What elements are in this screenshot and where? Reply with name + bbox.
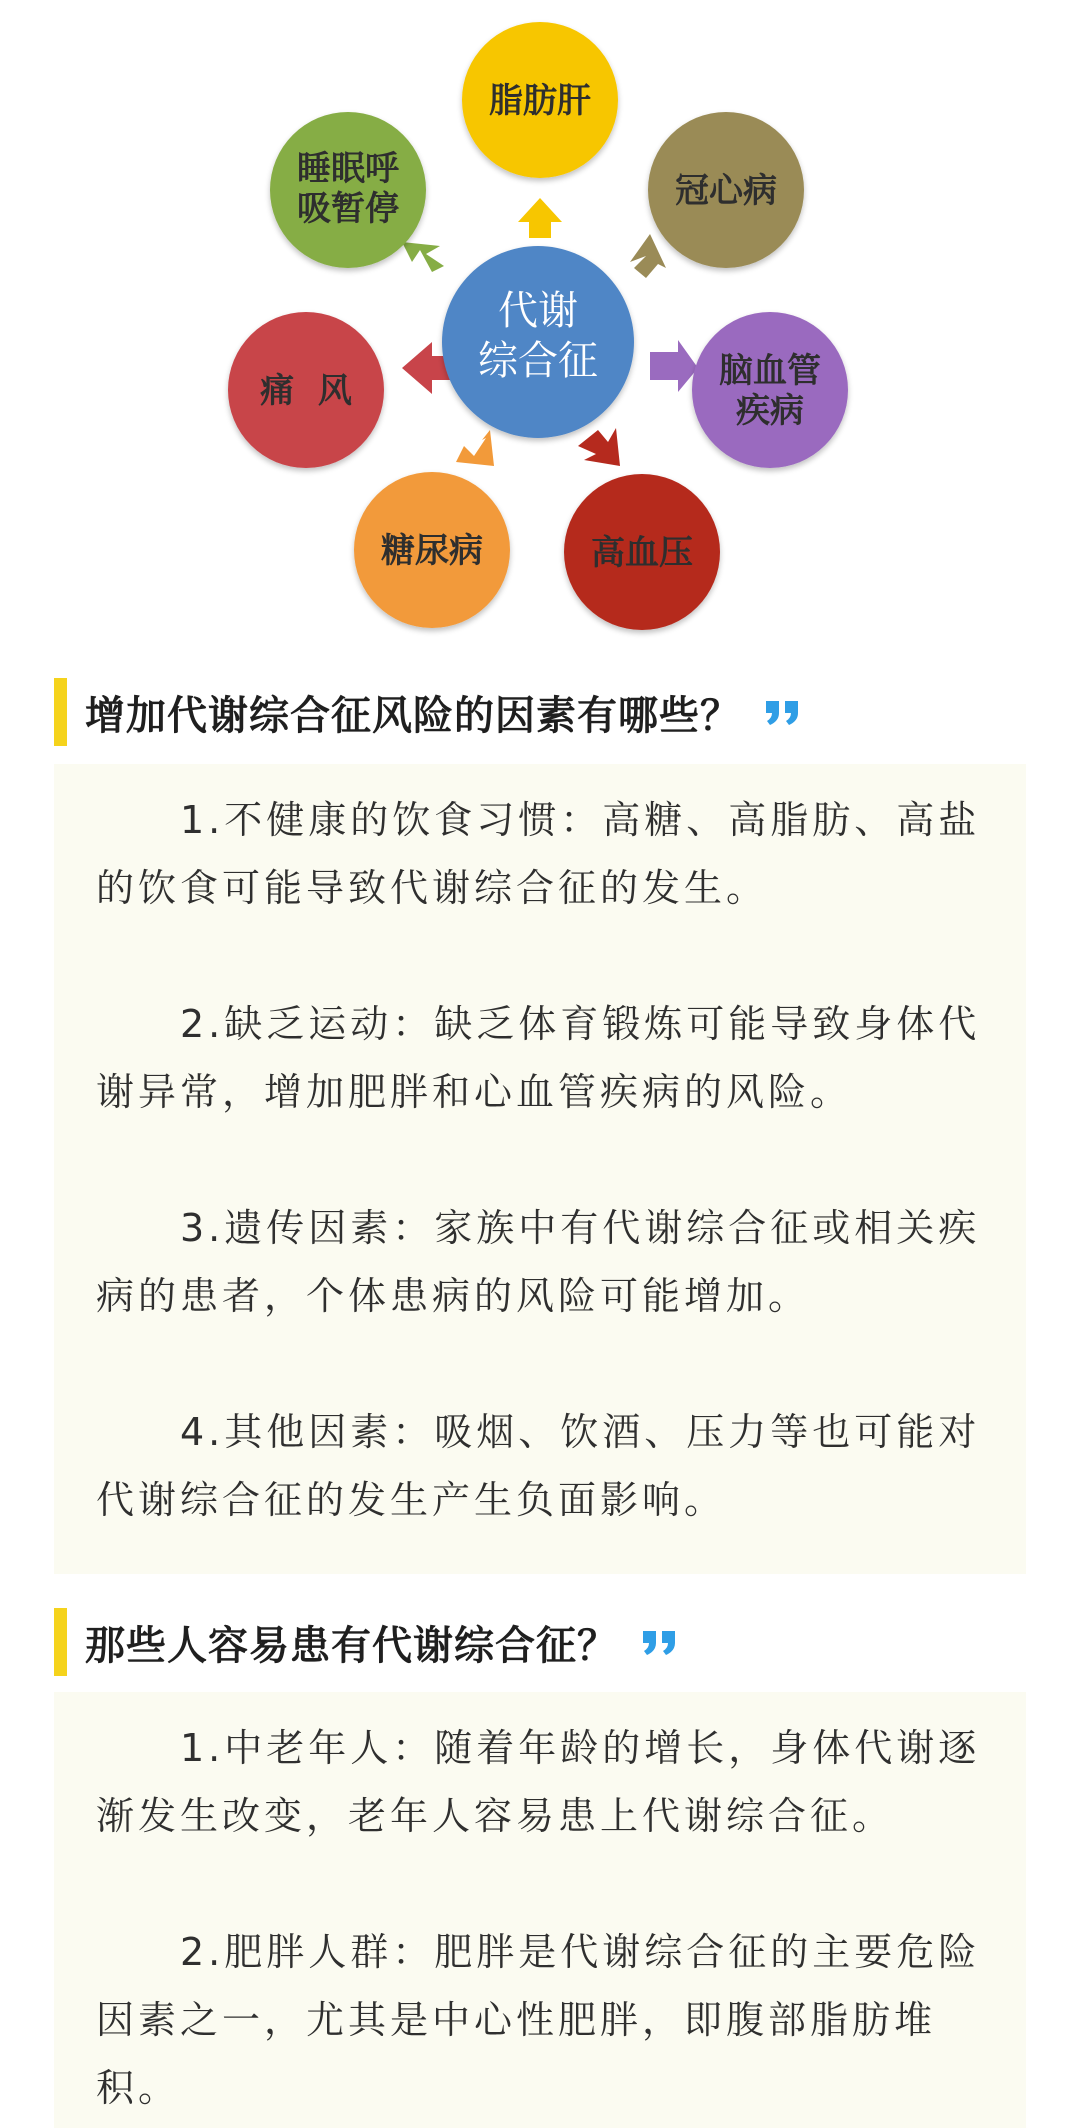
node-label: 睡眠呼	[297, 149, 399, 189]
diagram-svg	[0, 0, 1080, 650]
node-diabetes	[354, 472, 510, 628]
heading-accent-bar	[54, 678, 67, 746]
quote-mark-icon	[763, 697, 803, 727]
node-cerebrovascular	[692, 312, 848, 468]
heading-text: 增加代谢综合征风险的因素有哪些？	[85, 692, 741, 739]
risk-factors-content	[54, 764, 1026, 1574]
arrow-down-left-icon	[456, 430, 494, 466]
node-label: 吸暂停	[297, 189, 399, 229]
node-center-metabolic-syndrome	[442, 246, 634, 438]
paragraph: 2.缺乏运动：缺乏体育锻炼可能导致身体代谢异常，增加肥胖和心血管疾病的风险。	[96, 1002, 981, 1114]
quote-mark-icon	[640, 1627, 680, 1657]
paragraph: 1.不健康的饮食习惯：高糖、高脂肪、高盐的饮食可能导致代谢综合征的发生。	[96, 798, 981, 910]
heading-accent-bar	[54, 1608, 67, 1676]
node-coronary	[648, 112, 804, 268]
center-label-line2: 综合征	[478, 338, 598, 384]
arrow-up-right-icon	[630, 234, 666, 278]
node-sleep-apnea	[270, 112, 426, 268]
node-label: 疾病	[736, 391, 804, 431]
paragraph: 1.中老年人：随着年龄的增长，身体代谢逐渐发生改变，老年人容易患上代谢综合征。	[96, 1726, 981, 1838]
paragraph: 3.遗传因素：家族中有代谢综合征或相关疾病的患者，个体患病的风险可能增加。	[96, 1206, 981, 1318]
arrow-up-left-icon	[402, 242, 444, 272]
node-label: 脑血管	[719, 351, 821, 391]
section-heading-at-risk-groups	[54, 1608, 680, 1676]
at-risk-groups-content	[54, 1692, 1026, 2128]
metabolic-syndrome-diagram	[0, 0, 1080, 650]
arrow-right-icon	[650, 340, 698, 392]
node-label: 痛 风	[260, 371, 352, 411]
node-label: 脂肪肝	[489, 81, 591, 121]
node-label: 冠心病	[675, 171, 777, 211]
center-label-line1: 代谢	[498, 288, 578, 334]
node-fatty-liver	[462, 22, 618, 178]
node-label: 糖尿病	[381, 531, 483, 571]
heading-text: 那些人容易患有代谢综合征？	[85, 1622, 618, 1669]
section-heading-risk-factors	[54, 678, 803, 746]
arrow-down-right-icon	[578, 428, 620, 466]
node-label: 高血压	[591, 533, 693, 573]
paragraph: 4.其他因素：吸烟、饮酒、压力等也可能对代谢综合征的发生产生负面影响。	[96, 1410, 981, 1522]
node-gout	[228, 312, 384, 468]
node-hypertension	[564, 474, 720, 630]
arrow-up-icon	[518, 198, 562, 238]
paragraph: 2.肥胖人群：肥胖是代谢综合征的主要危险因素之一，尤其是中心性肥胖，即腹部脂肪堆积。	[96, 1930, 981, 2110]
